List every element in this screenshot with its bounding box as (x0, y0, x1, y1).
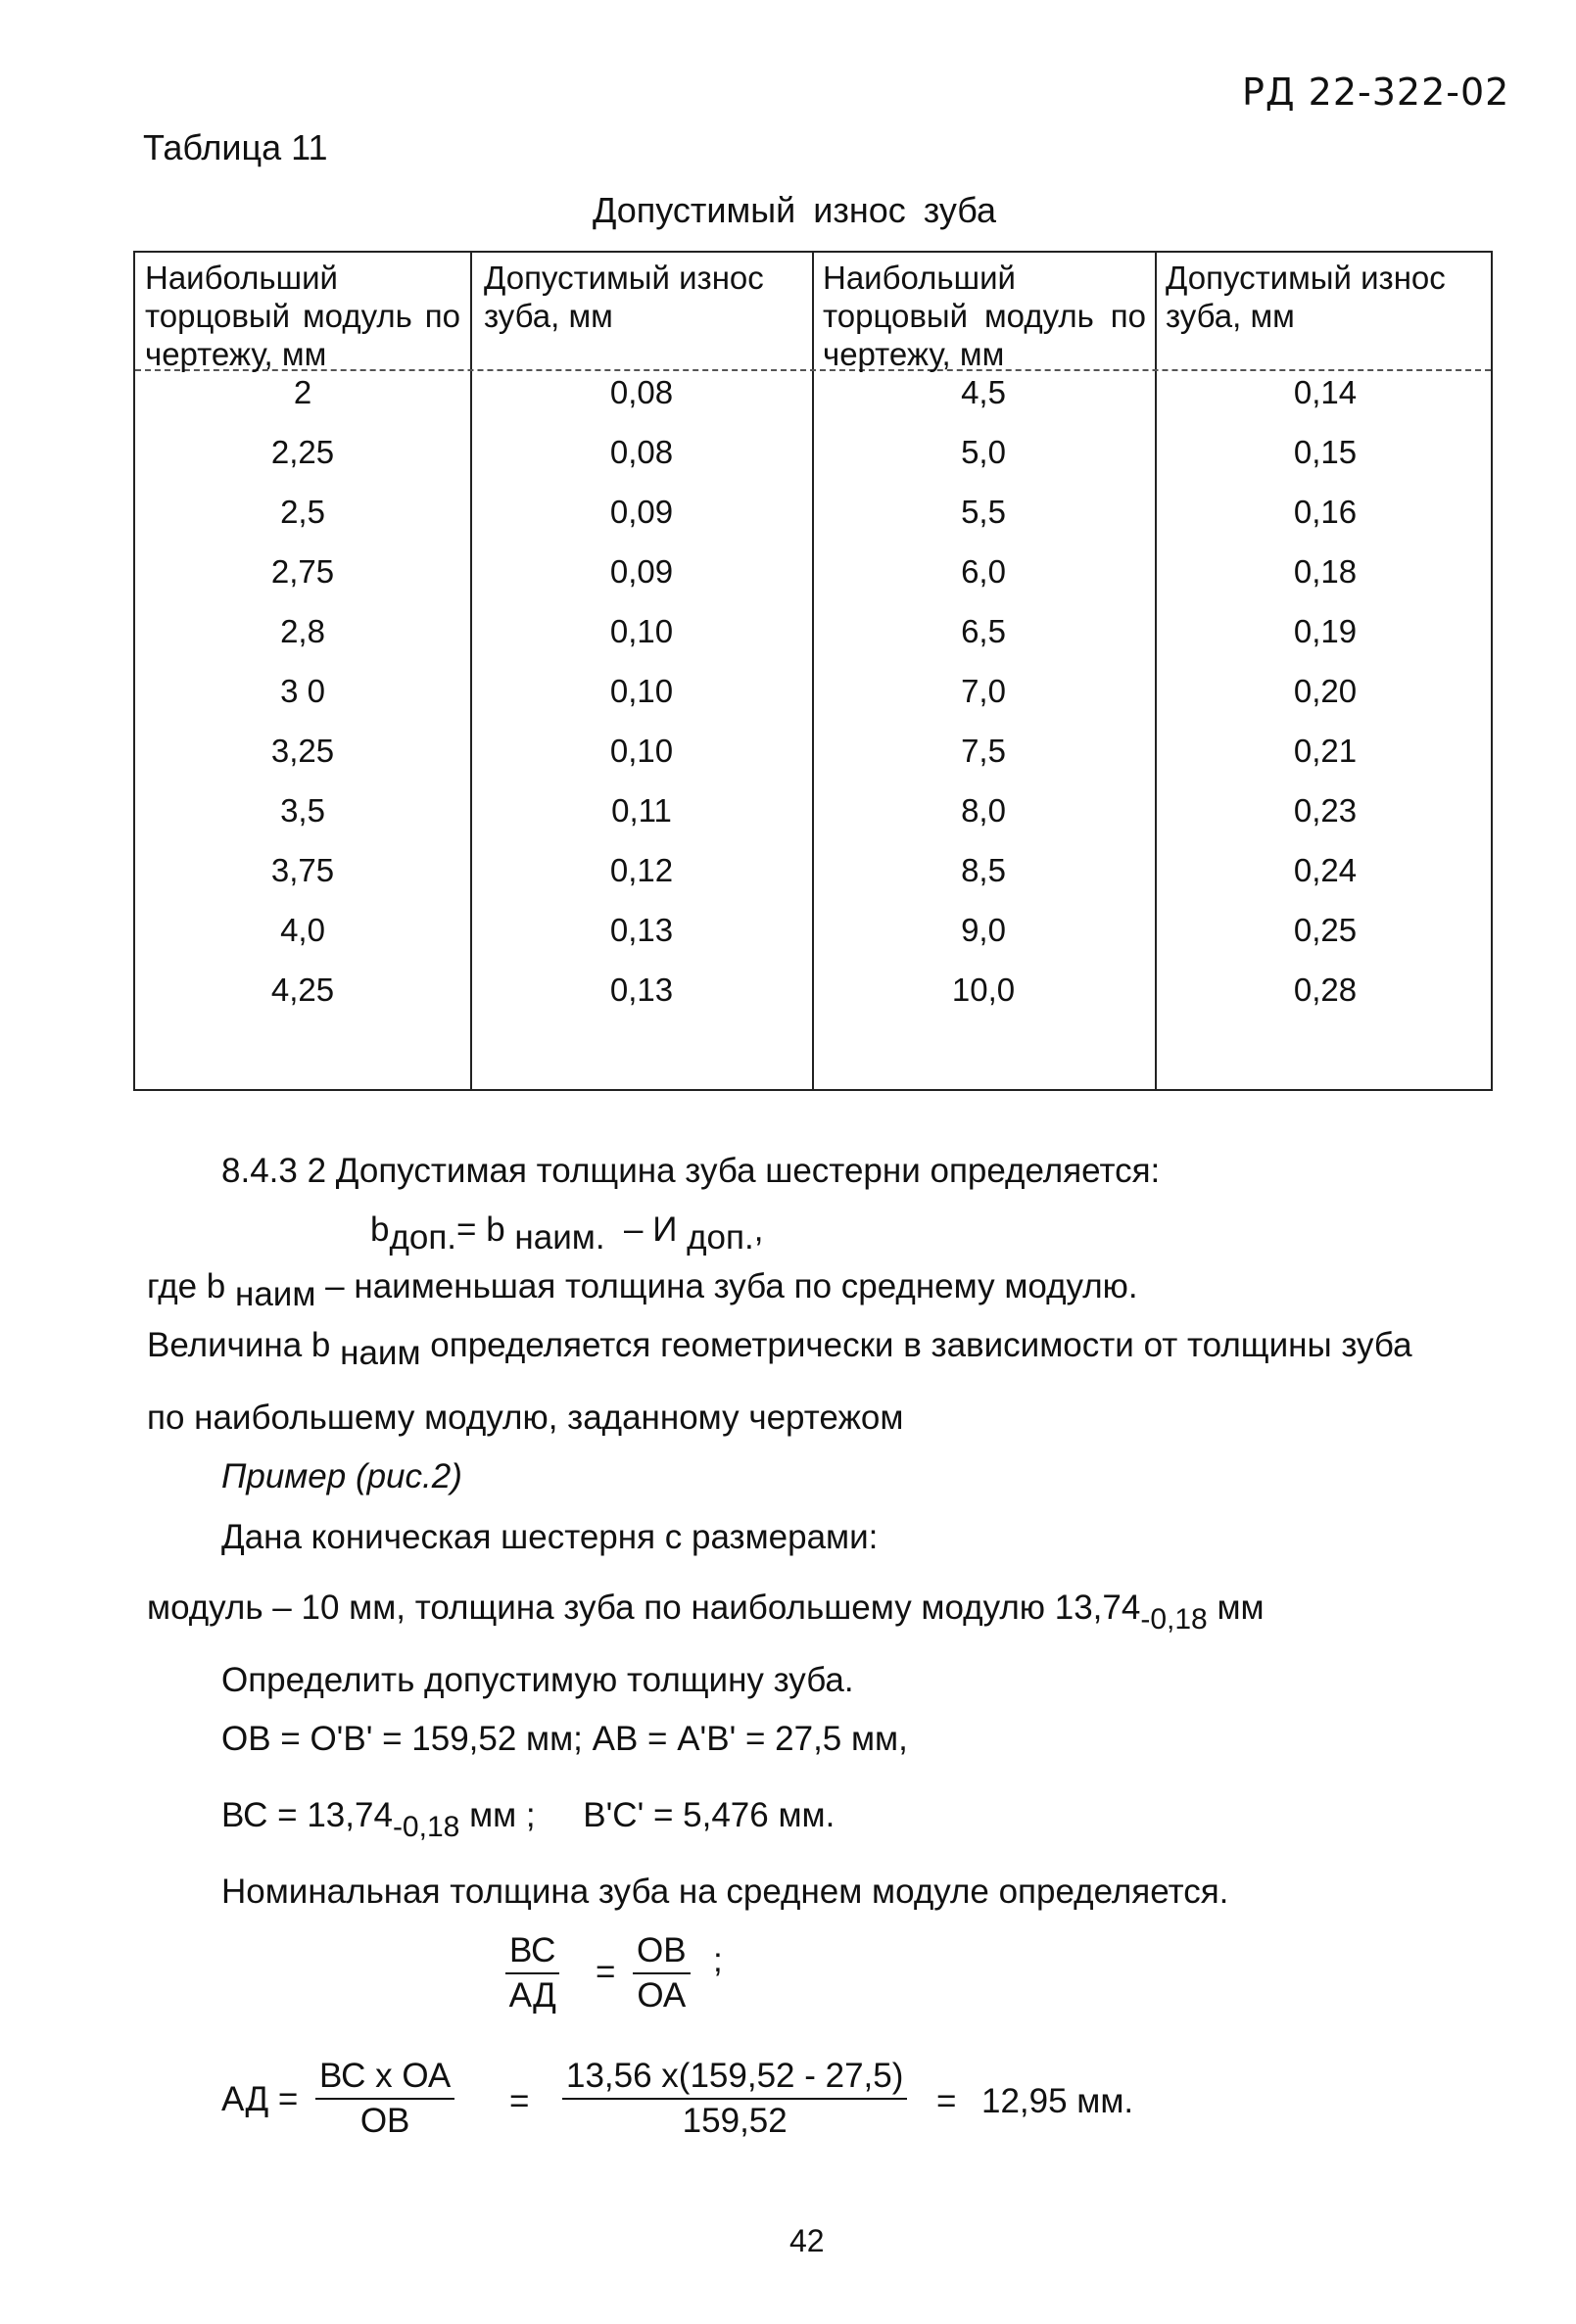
ratio-den-1: АД (508, 1976, 556, 2015)
right-module-cell: 7,0 (961, 673, 1006, 709)
right-module-cell: 8,0 (961, 792, 1006, 829)
left-wear-cell: 0,10 (609, 613, 674, 649)
magnitude-continuation: по наибольшему модулю, заданному чертежом (147, 1399, 904, 1437)
right-module-cell: 5,0 (961, 434, 1006, 470)
left-wear-cell: 0,13 (609, 972, 674, 1008)
left-module-cell: 2 (293, 374, 312, 410)
ratio-semicolon: ; (713, 1941, 723, 1979)
left-module-cell: 2,75 (270, 553, 335, 590)
ad-den-2: 159,52 (682, 2102, 788, 2140)
ratio-eq: = (596, 1953, 616, 1991)
right-wear-cell: 0,23 (1293, 792, 1358, 829)
left-wear-cell: 0,13 (609, 912, 674, 948)
left-wear-cell: 0,10 (609, 673, 674, 709)
module-line (147, 1589, 1265, 1636)
ratio-num-1: ВС (505, 1931, 559, 1974)
bc-tolerance: -0,18 (392, 1811, 460, 1843)
left-module-cell: 4,25 (270, 972, 335, 1008)
ratio-num-2: ОВ (633, 1931, 691, 1974)
magnitude-pre: Величина b (147, 1326, 331, 1364)
header-module-left: Наибольший торцовый модуль по чертежу, мм (145, 260, 460, 372)
formula-sub-dop2: доп. (687, 1218, 754, 1257)
ad-eq-2: = (936, 2082, 957, 2120)
ad-num-1: ВС х ОА (315, 2057, 454, 2100)
table-label: Таблица 11 (143, 127, 328, 167)
right-wear-cell: 0,16 (1293, 494, 1358, 530)
formula-sub-dop: доп. (389, 1218, 457, 1257)
table-caption: Допустимый износ зуба (593, 190, 997, 230)
left-module-cell: 3,5 (280, 792, 325, 829)
right-module-cell: 8,5 (961, 852, 1006, 888)
left-module-cell: 2,25 (270, 434, 335, 470)
formula-b: b (370, 1210, 390, 1249)
right-wear-cell: 0,20 (1293, 673, 1358, 709)
formula-b-dop (370, 1210, 764, 1257)
left-module-cell: 3,25 (270, 733, 335, 769)
formula-sub-naim: наим. (514, 1218, 605, 1257)
ad-fraction-1 (315, 2057, 454, 2141)
left-module-cell: 4,0 (280, 912, 325, 948)
page-number: 42 (789, 2223, 825, 2258)
module-line-post: мм (1217, 1589, 1265, 1627)
ob-line: ОВ = О'В' = 159,52 мм; АВ = А'В' = 27,5 мм, (221, 1720, 908, 1758)
header-module-right: Наибольший торцовый модуль по чертежу, мм (823, 260, 1146, 372)
document-code: РД 22-322-02 (1242, 71, 1510, 114)
bc-pre: ВС = 13,74 (221, 1796, 393, 1834)
example-label: Пример (рис.2) (221, 1457, 462, 1495)
formula-minus: – И (624, 1210, 678, 1249)
where-line (147, 1267, 1138, 1313)
right-wear-cell: 0,15 (1293, 434, 1358, 470)
formula-tail: , (753, 1210, 764, 1249)
left-wear-cell: 0,08 (609, 374, 674, 410)
module-line-tolerance: -0,18 (1140, 1603, 1208, 1636)
where-post: – наименьшая толщина зуба по среднему модулю. (325, 1267, 1138, 1305)
where-sub-naim: наим (235, 1275, 316, 1313)
magnitude-sub-naim: наим (340, 1334, 421, 1372)
right-wear-cell: 0,24 (1293, 852, 1358, 888)
wear-table (133, 251, 1493, 1091)
column-divider (1155, 253, 1157, 1089)
left-module-cell: 2,5 (280, 494, 325, 530)
left-wear-cell: 0,11 (611, 792, 672, 829)
ad-den-1: ОВ (359, 2102, 410, 2140)
ad-result: 12,95 мм. (981, 2082, 1134, 2120)
ad-fraction-2 (562, 2057, 907, 2141)
right-module-cell: 7,5 (961, 733, 1006, 769)
right-wear-cell: 0,19 (1293, 613, 1358, 649)
ratio-fraction-1 (505, 1931, 559, 2016)
right-module-cell: 5,5 (961, 494, 1006, 530)
right-module-cell: 9,0 (961, 912, 1006, 948)
magnitude-post: определяется геометрически в зависимости от толщины зуба (430, 1326, 1412, 1364)
left-wear-cell: 0,10 (609, 733, 674, 769)
left-module-cell: 3,75 (270, 852, 335, 888)
right-module-cell: 6,0 (961, 553, 1006, 590)
given-line: Дана коническая шестерня с размерами: (221, 1518, 879, 1556)
bc-prime-value: В'С' = 5,476 мм. (583, 1796, 836, 1834)
where-pre: где b (147, 1267, 226, 1305)
formula-eq: = b (456, 1210, 505, 1249)
right-wear-cell: 0,14 (1293, 374, 1358, 410)
ratio-fraction-2 (633, 1931, 691, 2016)
nominal-line: Номинальная толщина зуба на среднем модуле определяется. (221, 1873, 1229, 1911)
ratio-den-2: ОА (637, 1976, 687, 2015)
ad-num-2: 13,56 х(159,52 - 27,5) (562, 2057, 907, 2100)
right-wear-cell: 0,25 (1293, 912, 1358, 948)
right-wear-cell: 0,18 (1293, 553, 1358, 590)
bc-post: мм ; (469, 1796, 536, 1834)
left-module-cell: 2,8 (280, 613, 325, 649)
right-module-cell: 4,5 (961, 374, 1006, 410)
bc-line (221, 1796, 836, 1843)
determine-line: Определить допустимую толщину зуба. (221, 1661, 854, 1699)
right-wear-cell: 0,21 (1293, 733, 1358, 769)
right-module-cell: 6,5 (961, 613, 1006, 649)
section-8-4-3-2: 8.4.3 2 Допустимая толщина зуба шестерни определяется: (221, 1152, 1161, 1190)
left-module-cell: 3 0 (280, 673, 325, 709)
ad-eq: = (509, 2082, 530, 2120)
magnitude-line (147, 1326, 1412, 1372)
header-wear-left: Допустимый износ зуба, мм (484, 260, 764, 334)
left-wear-cell: 0,12 (609, 852, 674, 888)
left-wear-cell: 0,09 (609, 553, 674, 590)
right-module-cell: 10,0 (951, 972, 1016, 1008)
left-wear-cell: 0,08 (609, 434, 674, 470)
left-wear-cell: 0,09 (609, 494, 674, 530)
column-divider (812, 253, 814, 1089)
header-wear-right: Допустимый износ зуба, мм (1166, 260, 1446, 334)
ad-lhs: АД = (221, 2080, 299, 2118)
right-wear-cell: 0,28 (1293, 972, 1358, 1008)
module-line-pre: модуль – 10 мм, толщина зуба по наибольшему модулю 13,74 (147, 1589, 1141, 1627)
column-divider (470, 253, 472, 1089)
